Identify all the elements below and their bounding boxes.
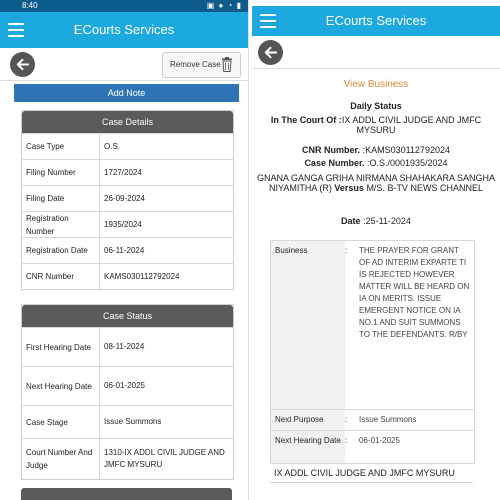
table-row (271, 241, 474, 409)
row-value: 26-09-2024 (104, 193, 145, 203)
status-time: 8:40 (22, 1, 38, 10)
row-key: Registration Number (22, 212, 100, 237)
divider (270, 482, 473, 483)
row-value: KAMS030112792024 (104, 271, 180, 281)
row-key: Court Number And Judge (22, 439, 100, 479)
table-row (22, 366, 233, 405)
row-colon: : (345, 246, 348, 255)
row-value: 06-01-2025 (359, 436, 400, 445)
left-screen (0, 0, 249, 500)
remove-case-button[interactable] (162, 52, 241, 78)
table-row (271, 409, 474, 430)
row-value: THE PRAYER FOR GRANT OF AD INTERIM EXPARTE TI IS REJECTED HOWEVER MATTER WILL BE HEARD ON IA ON MERITS. ISSUE EMERGENT NOTICE ON IA NO.1 AND SUIT SUMMONS TO THE DEFENDANTS. R/BY (359, 246, 470, 339)
app-title: ECourts Services (73, 22, 175, 37)
row-colon: : (345, 415, 348, 424)
row-key: Filing Date (22, 186, 100, 211)
row-key: Registration Date (22, 238, 100, 263)
row-key: Case Type (22, 134, 100, 159)
arrow-left-icon (263, 45, 278, 60)
row-key: Case Stage (22, 406, 100, 438)
app-title: ECourts Services (325, 13, 427, 28)
case-number-line: Case Number. :O.S./0001935/2024 (304, 158, 448, 168)
court-line: In The Court Of :IX ADDL CIVIL JUDGE AND JMFC MYSURU (270, 115, 482, 135)
row-value: Issue Summons (359, 415, 417, 424)
case-status-card (21, 304, 234, 480)
row-value: 06-01-2025 (104, 381, 145, 390)
cnr-line: CNR Number. :KAMS030112792024 (302, 145, 450, 155)
table-row (22, 263, 233, 289)
case-details-title: Case Details (22, 111, 233, 133)
view-business-title: View Business (343, 79, 409, 90)
row-value: Issue Summons (104, 417, 162, 426)
case-details-card (21, 110, 234, 290)
row-key: CNR Number (22, 264, 100, 289)
row-key: Filing Number (22, 160, 100, 185)
table-row (22, 405, 233, 438)
row-key: Next Purpose (271, 410, 345, 430)
court-name-footer: IX ADDL CIVIL JUDGE AND JMFC MYSURU (274, 468, 455, 478)
back-button[interactable] (258, 40, 283, 65)
table-row (22, 159, 233, 185)
row-value: 1727/2024 (104, 167, 142, 177)
row-value: 1310-IX ADDL CIVIL JUDGE AND JMFC MYSURU (104, 448, 225, 469)
row-value: 08-11-2024 (104, 342, 145, 351)
row-value: 1935/2024 (104, 219, 142, 229)
row-key: Next Hearing Date (271, 431, 345, 463)
row-key: Next Hearing Date (22, 367, 100, 405)
table-row (22, 237, 233, 263)
row-value: 06-11-2024 (104, 245, 145, 255)
business-table (270, 240, 475, 464)
row-key: Business (271, 241, 345, 409)
table-row (22, 185, 233, 211)
date-line: Date :25-11-2024 (341, 216, 411, 226)
table-row (271, 430, 474, 463)
table-row (22, 327, 233, 366)
divider (252, 68, 500, 69)
table-row (22, 133, 233, 159)
next-card-header (21, 488, 232, 500)
case-status-title: Case Status (22, 305, 233, 327)
arrow-left-icon (15, 57, 30, 72)
status-bar (0, 0, 248, 12)
app-bar (0, 12, 248, 48)
divider (0, 80, 248, 81)
add-note-button[interactable]: Add Note (14, 84, 239, 102)
trash-icon (221, 57, 233, 72)
parties-line: GNANA GANGA GRIHA NIRMANA SHAHAKARA SANGHA NIYAMITHA (R) Versus M/S. B-TV NEWS CHANNEL (256, 173, 496, 193)
table-row (22, 211, 233, 237)
back-button[interactable] (10, 52, 35, 77)
status-icons: ▣ ● ◔ ▮ (206, 1, 242, 10)
row-value: O.S. (104, 141, 121, 151)
remove-case-label: Remove Case (170, 60, 221, 69)
row-key: First Hearing Date (22, 328, 100, 366)
daily-status-heading: Daily Status (350, 101, 402, 111)
app-bar (252, 6, 500, 36)
table-row (22, 438, 233, 479)
row-colon: : (345, 436, 348, 445)
